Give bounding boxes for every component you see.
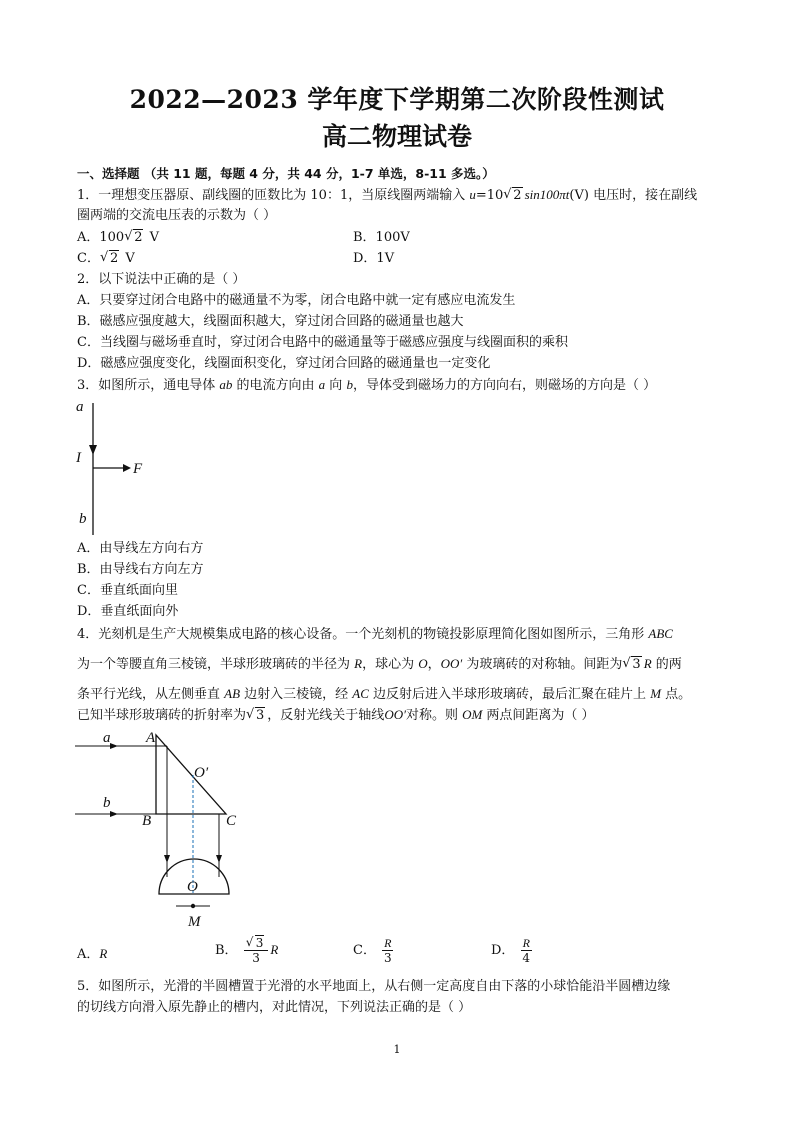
q4-option-b: B． √ $\frac{3}{3}$ R	[215, 936, 278, 965]
q4-ray-a-arrow	[110, 743, 118, 749]
q4-option-a: A．R	[77, 946, 108, 962]
q4-stem-line3: 条平行光线，从左侧垂直 AB 边射入三棱镜，经 AC 边反射后进入半球形玻璃砖，最后汇聚在硅片上 M 点。	[77, 686, 692, 702]
q3-option-a: A．由导线左方向右方	[77, 541, 204, 556]
q4-label-O-prime: O′	[194, 765, 209, 781]
q4-label-a: a	[103, 730, 111, 746]
q1-option-d: D．1V	[353, 251, 395, 266]
q3-label-a: a	[76, 399, 84, 415]
q4-lithography-figure	[70, 727, 270, 932]
q4-point-m	[191, 904, 195, 908]
q3-label-b: b	[79, 511, 87, 527]
q3-current-arrow	[89, 445, 97, 455]
q1-stem-line1: 1．一理想变压器原、副线圈的匝数比为 10：1，当原线圈两端输入 u=10√ 2 sin100πt(V) 电压时，接在副线	[77, 187, 697, 204]
q4-stem-line1: 4．光刻机是生产大规模集成电路的核心设备。一个光刻机的物镜投影原理简化图如图所示，三角形 ABC	[77, 626, 673, 642]
q3-force-arrowhead	[123, 464, 131, 472]
page-number: 1	[393, 1043, 401, 1056]
q4-label-b: b	[103, 795, 111, 811]
q4-label-A: A	[146, 730, 156, 746]
section-heading: 一、选择题 （共 11 题，每题 4 分，共 44 分，1-7 单选，8-11 多选。）	[77, 166, 495, 181]
q4-option-d: D． $\frac{R}{4}$	[491, 936, 531, 965]
q2-stem: 2．以下说法中正确的是（ ）	[77, 272, 246, 287]
q2-option-b: B．磁感应强度越大，线圈面积越大，穿过闭合回路的磁通量也越大	[77, 314, 464, 329]
q2-option-d: D．磁感应强度变化，线圈面积变化，穿过闭合回路的磁通量也一定变化	[77, 356, 491, 371]
q3-option-c: C．垂直纸面向里	[77, 583, 178, 598]
q2-option-c: C．当线圈与磁场垂直时，穿过闭合电路中的磁通量等于磁感应强度与线圈面积的乘积	[77, 335, 568, 350]
q4-reflected-arrow-2	[216, 855, 222, 863]
q4-option-c: C． $\frac{R}{3}$	[353, 936, 392, 965]
q3-option-b: B．由导线右方向左方	[77, 562, 204, 577]
q3-label-i: I	[76, 450, 81, 466]
q4-label-M: M	[188, 914, 201, 930]
exam-subtitle: 高二物理试卷	[321, 122, 472, 151]
q4-label-B: B	[142, 813, 152, 829]
q3-option-d: D．垂直纸面向外	[77, 604, 179, 619]
q4-stem-line2: 为一个等腰直角三棱镜，半球形玻璃砖的半径为 R，球心为 O，OO′ 为玻璃砖的对称轴。间距为√ 3 R 的两	[77, 656, 682, 673]
q1-option-c: C．√ 2 V	[77, 251, 135, 267]
q4-stem-line4: 已知半球形玻璃砖的折射率为√ 3 ，反射光线关于轴线OO′对称。则 OM 两点间距离为（ ）	[77, 707, 595, 724]
exam-title: 2022—2023 学年度下学期第二次阶段性测试	[129, 85, 665, 114]
q1-option-b: B．100V	[353, 230, 410, 245]
q2-option-a: A．只要穿过闭合电路中的磁通量不为零，闭合电路中就一定有感应电流发生	[77, 293, 516, 308]
q3-wire-figure	[70, 395, 170, 540]
q5-stem-line1: 5．如图所示，光滑的半圆槽置于光滑的水平地面上，从右侧一定高度自由下落的小球恰能沿半圆槽边缘	[77, 979, 671, 994]
q4-label-C: C	[226, 813, 237, 829]
q4-label-O: O	[187, 879, 198, 895]
q4-reflected-arrow-1	[164, 855, 170, 863]
q4-ray-b-arrow	[110, 811, 118, 817]
q5-stem-line2: 的切线方向滑入原先静止的槽内，对此情况，下列说法正确的是（ ）	[77, 1000, 472, 1015]
q1-stem-line2: 圈两端的交流电压表的示数为（ ）	[77, 208, 277, 223]
q1-formula: u=10√ 2 sin100πt(V)	[469, 188, 593, 203]
q3-stem: 3．如图所示，通电导体 ab 的电流方向由 a 向 b，导体受到磁场力的方向向右，则磁场的方向是（ ）	[77, 377, 657, 393]
q3-label-f: F	[133, 461, 143, 477]
q1-option-a: A．100√ 2 V	[77, 230, 159, 246]
